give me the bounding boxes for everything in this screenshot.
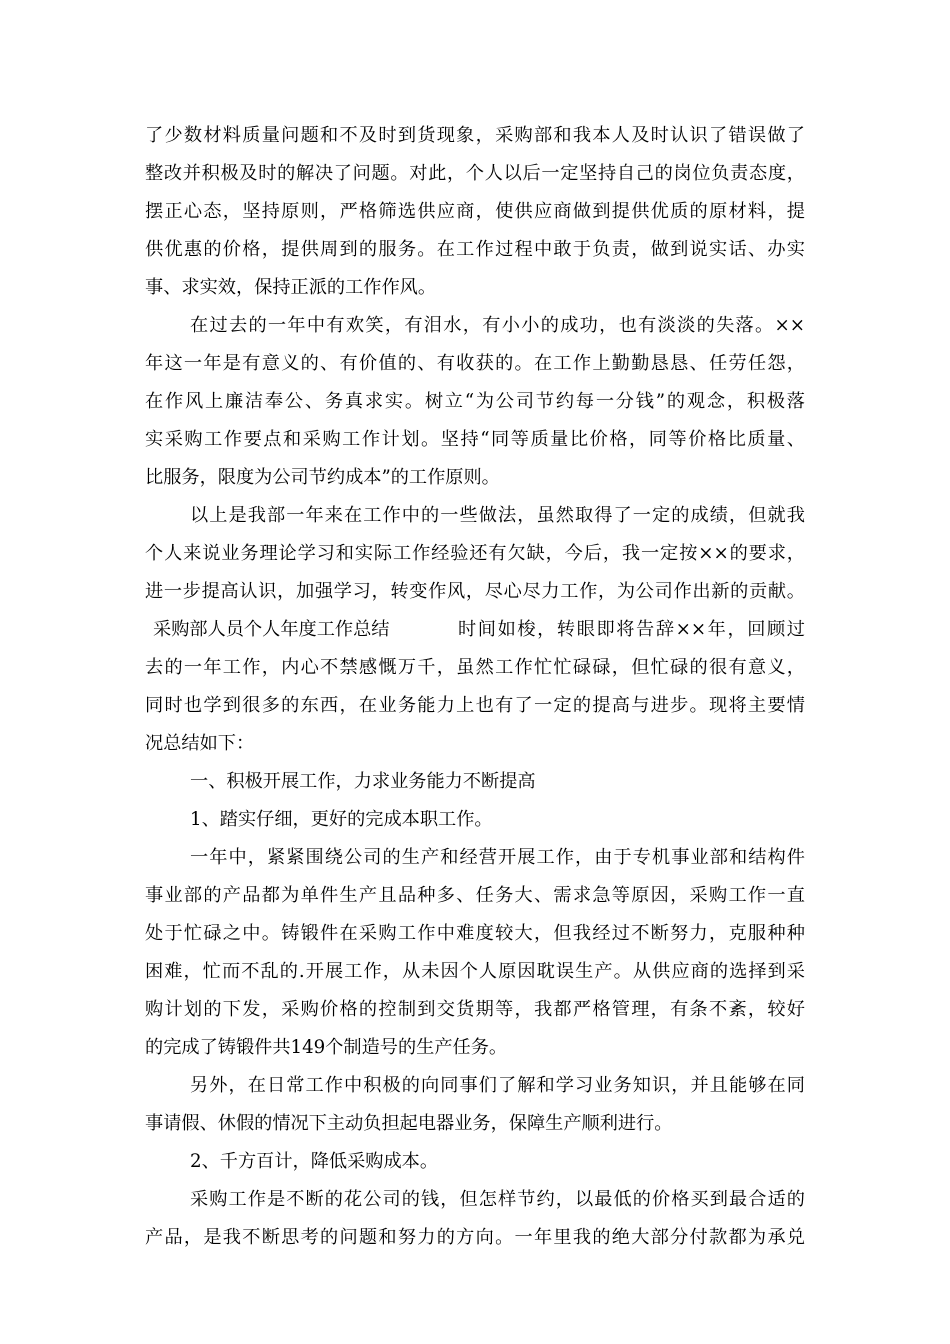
text-line: 整改并积极及时的解决了问题。对此，个人以后一定坚持自己的岗位负责态度， — [145, 163, 805, 184]
text-line: 了少数材料质量问题和不及时到货现象，采购部和我本人及时认识了错误做了 — [145, 125, 805, 146]
paragraph-first-line: 以上是我部一年来在工作中的一些做法，虽然取得了一定的成绩，但就我 — [190, 505, 805, 526]
text-line: 事业部的产品都为单件生产且品种多、任务大、需求急等原因，采购工作一直 — [145, 885, 805, 906]
text-line: 时间如梭，转眼即将告辞××年，回顾过 — [458, 619, 805, 640]
text-line: 比服务，限度为公司节约成本”的工作原则。 — [145, 467, 500, 488]
text-line: 去的一年工作，内心不禁感慨万千，虽然工作忙忙碌碌，但忙碌的很有意义， — [145, 657, 805, 678]
text-line: 产品，是我不断思考的问题和努力的方向。一年里我的绝大部分付款都为承兑 — [145, 1227, 805, 1248]
paragraph-first-line: 采购工作是不断的花公司的钱，但怎样节约，以最低的价格买到最合适的 — [190, 1189, 805, 1210]
text-line: 个人来说业务理论学习和实际工作经验还有欠缺，今后，我一定按××的要求， — [145, 543, 805, 564]
section-title: 采购部人员个人年度工作总结 — [153, 619, 390, 640]
text-line: 供优惠的价格，提供周到的服务。在工作过程中敢于负责，做到说实话、办实 — [145, 239, 805, 260]
text-line: 处于忙碌之中。铸锻件在采购工作中难度较大，但我经过不断努力，克服种种 — [145, 923, 805, 944]
text-line: 同时也学到很多的东西，在业务能力上也有了一定的提高与进步。现将主要情 — [145, 695, 805, 716]
text-line: 事、求实效，保持正派的工作作风。 — [145, 277, 437, 298]
heading-level-2: 2、千方百计，降低采购成本。 — [190, 1151, 439, 1172]
text-line: 实采购工作要点和采购工作计划。坚持“同等质量比价格，同等价格比质量、 — [145, 429, 805, 450]
text-line: 事请假、休假的情况下主动负担起电器业务，保障生产顺利进行。 — [145, 1113, 673, 1134]
text-line: 困难，忙而不乱的.开展工作，从未因个人原因耽误生产。从供应商的选择到采 — [145, 961, 805, 982]
text-line: 摆正心态，坚持原则，严格筛选供应商，使供应商做到提供优质的原材料，提 — [145, 201, 805, 222]
text-line: 在作风上廉洁奉公、务真求实。树立“为公司节约每一分钱”的观念，积极落 — [145, 391, 805, 412]
paragraph-first-line: 一年中，紧紧围绕公司的生产和经营开展工作，由于专机事业部和结构件 — [190, 847, 805, 868]
paragraph-first-line: 在过去的一年中有欢笑，有泪水，有小小的成功，也有淡淡的失落。×× — [190, 315, 805, 336]
text-line: 况总结如下： — [145, 733, 255, 754]
heading-level-2: 1、踏实仔细，更好的完成本职工作。 — [190, 809, 493, 830]
text-line: 进一步提高认识，加强学习，转变作风，尽心尽力工作，为公司作出新的贡献。 — [145, 581, 805, 602]
text-line: 的完成了铸锻件共149个制造号的生产任务。 — [145, 1037, 508, 1058]
paragraph-first-line: 另外，在日常工作中积极的向同事们了解和学习业务知识，并且能够在同 — [190, 1075, 805, 1096]
heading-level-1: 一、积极开展工作，力求业务能力不断提高 — [190, 771, 536, 792]
text-line: 年这一年是有意义的、有价值的、有收获的。在工作上勤勤恳恳、任劳任怨， — [145, 353, 805, 374]
text-line: 购计划的下发，采购价格的控制到交货期等，我都严格管理，有条不紊，较好 — [145, 999, 805, 1020]
